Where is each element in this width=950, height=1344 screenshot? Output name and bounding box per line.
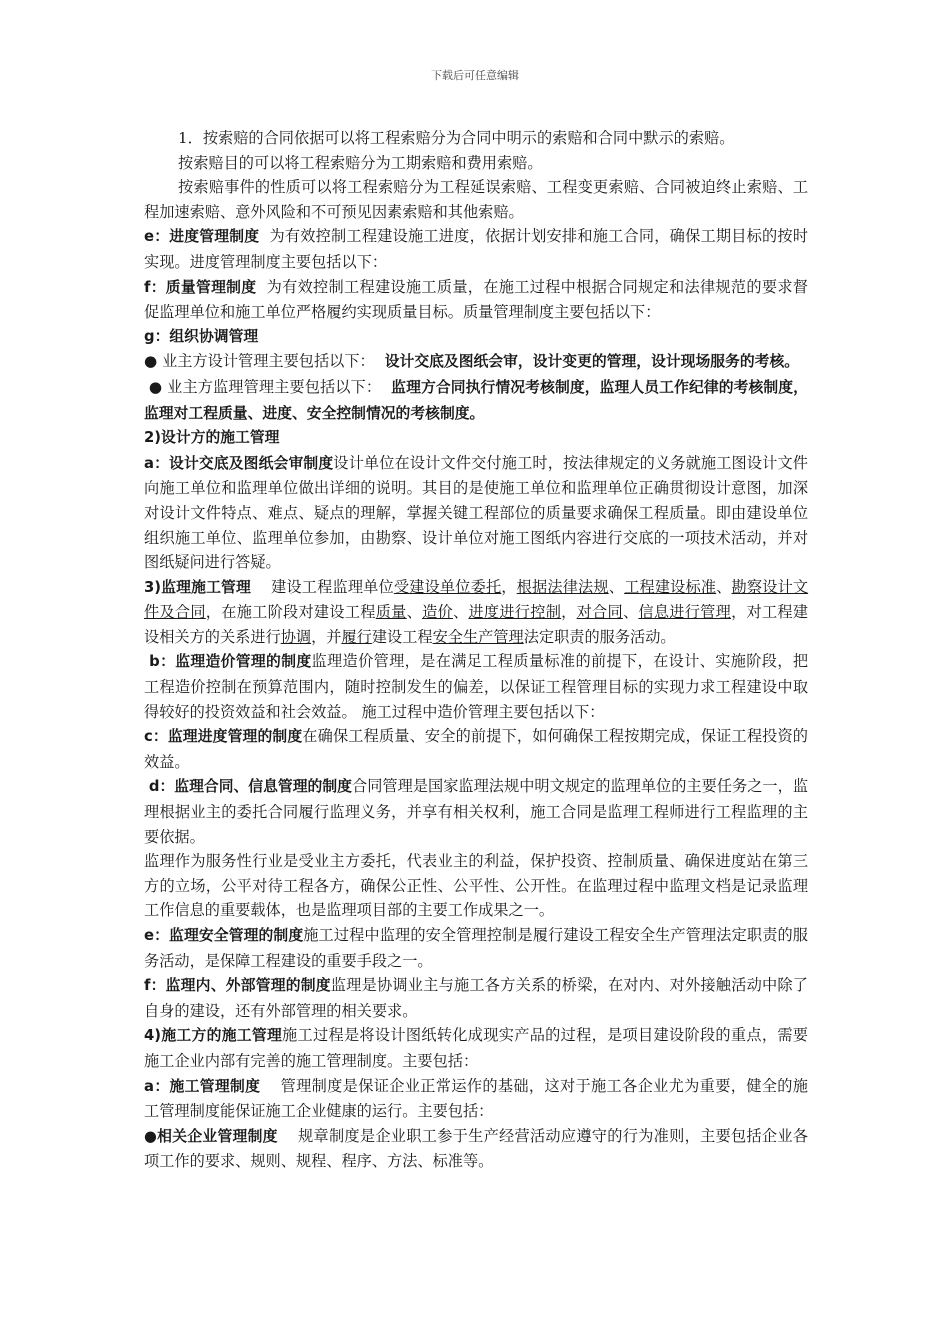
heading-quality-management: f：质量管理制度 xyxy=(144,278,257,296)
bullet-supervision-items: 监理方合同执行情况考核制度，监理人员工作纪律的考核制度，监理对工程质量、进度、安全控制情况的考核制度。 xyxy=(144,378,808,422)
text-enterprise-rules: 规章制度是企业职工参于生产经营活动应遵守的行为准则，主要包括企业各项工作的要求、规则、规程、程序、方法、标准等。 xyxy=(144,1126,809,1171)
paragraph-schedule-management xyxy=(144,724,808,774)
bullet-enterprise-rules xyxy=(144,1124,808,1174)
page-header: 下载后可任意编辑 xyxy=(431,69,519,82)
paragraph-internal-external-management xyxy=(144,973,808,1023)
paragraph-supervision-service: 监理作为服务性行业是受业主方委托，代表业主的利益，保护投资、控制质量、确保进度站在第三方的立场，公平对待工程各方，确保公正性、公平性、公开性。在监理过程中监理文档是记录监理工作信息的重要载体，也是监理项目部的主要工作成果之一。 xyxy=(144,852,808,920)
heading-designer-management: 2)设计方的施工管理 xyxy=(144,429,280,447)
heading-internal-external-management: f：监理内、外部管理的制度 xyxy=(144,977,331,995)
text-safety-management: 施工过程中监理的安全管理控制是履行建设工程安全生产管理法定职责的服务活动，是保障工程建设的重要手段之一。 xyxy=(144,926,808,970)
text-segment: 、 xyxy=(406,603,423,622)
heading-cost-management: b：监理造价管理的制度 xyxy=(149,653,312,671)
text-segment: ， xyxy=(501,577,517,596)
paragraph-safety-management xyxy=(144,923,808,973)
underlined-term: 安全生产管理 xyxy=(432,627,524,646)
underlined-term: 勘察设计文件及合同 xyxy=(144,577,809,622)
text-segment: ，并 xyxy=(311,627,342,646)
paragraph-quality-management xyxy=(144,275,808,325)
underlined-term: 根据法律法规 xyxy=(516,577,609,596)
text-contractor-management: 施工过程是将设计图纸转化成现实产品的过程，是项目建设阶段的重点，需要施工企业内部有完善的施工管理制度。主要包括： xyxy=(144,1026,808,1070)
paragraph-progress-management xyxy=(144,224,808,274)
text-design-disclosure: 设计单位在设计文件交付施工时，按法律规定的义务就施工图设计文件向施工单位和监理单位做出详细的说明。其目的是使施工单位和监理单位正确贯彻设计意图，加深对设计文件特点、难点、疑点的理解，掌握关键工程部位的质量要求确保工程质量。即由建设单位组织施工单位、监理单位参加，由勘察、设计单位对施工图纸内容进行交底的一项技术活动，并对图纸疑问进行答疑。 xyxy=(144,453,808,572)
text-schedule-management: 在确保工程质量、安全的前提下，如何确保工程按期完成，保证工程投资的效益。 xyxy=(144,727,808,771)
bullet-design-management xyxy=(144,349,808,375)
paragraph-claim-by-purpose: 按索赔目的可以将工程索赔分为工期索赔和费用索赔。 xyxy=(178,153,543,172)
text-segment: 建设工程监理单位 xyxy=(270,577,394,596)
paragraph-cost-management xyxy=(144,649,808,724)
document-body xyxy=(144,126,808,1174)
heading-contractor-management: 4)施工方的施工管理 xyxy=(144,1027,283,1045)
text-quality-management: 为有效控制工程建设施工质量，在施工过程中根据合同规定和法律规范的要求督促监理单位和施工单位严格履约实现质量目标。质量管理制度主要包括以下： xyxy=(144,277,808,322)
underlined-term: 履行 xyxy=(341,627,372,646)
text-segment: 、 xyxy=(453,603,469,622)
underlined-term: 对合同 xyxy=(576,603,623,622)
underlined-term: 协调 xyxy=(280,627,312,646)
underlined-term: 造价 xyxy=(422,603,453,622)
paragraph-supervision-construction xyxy=(144,575,808,650)
text-segment: 建设工程 xyxy=(371,627,433,646)
heading-schedule-management: c：监理进度管理的制度 xyxy=(144,728,303,746)
underlined-term: 进度进行控制 xyxy=(468,603,562,622)
heading-progress-management: e：进度管理制度 xyxy=(144,228,260,246)
text-segment: 法定职责的服务活动。 xyxy=(523,627,676,646)
text-cost-management: 监理造价管理，是在满足工程质量标准的前提下，在设计、实施阶段，把工程造价控制在预算范围内，随时控制发生的偏差，以保证工程管理目标的实现力求工程建设中取得较好的投资效益和社会效益。 施工过程中造价管理主要包括以下： xyxy=(144,652,809,721)
heading-design-disclosure: a：设计交底及图纸会审制度 xyxy=(144,454,334,472)
bullet-supervision-label: ● 业主方监理管理主要包括以下： xyxy=(148,377,382,396)
underlined-term: 质量 xyxy=(375,603,407,622)
text-segment: ， xyxy=(561,603,577,622)
text-segment: 、 xyxy=(622,603,639,622)
text-segment: ，对工程建设相关方的关系进行 xyxy=(144,603,809,646)
paragraph-claim-by-event: 按索赔事件的性质可以将工程索赔分为工程延误索赔、工程变更索赔、合同被迫终止索赔、工程加速索赔、意外风险和不可预见因素索赔和其他索赔。 xyxy=(144,178,808,221)
heading-contract-management: d：监理合同、信息管理的制度 xyxy=(148,778,352,796)
paragraph-construction-rules xyxy=(144,1074,808,1124)
paragraph-design-disclosure xyxy=(144,451,808,575)
paragraph-claim-by-contract: 1．按索赔的合同依据可以将工程索赔分为合同中明示的索赔和合同中默示的索赔。 xyxy=(178,129,735,147)
text-segment: 、 xyxy=(608,577,625,596)
heading-safety-management: e：监理安全管理的制度 xyxy=(144,927,304,944)
heading-supervision-construction: 3)监理施工管理 xyxy=(144,578,251,596)
heading-coordination: g：组织协调管理 xyxy=(144,327,259,345)
bullet-design-items: 设计交底及图纸会审，设计变更的管理，设计现场服务的考核。 xyxy=(384,353,800,371)
text-segment: ，在施工阶段对建设工程 xyxy=(205,603,376,622)
text-construction-rules: 管理制度是保证企业正常运作的基础，这对于施工各企业尤为重要，健全的施工管理制度能保证施工企业健康的运行。主要包括： xyxy=(144,1076,808,1121)
underlined-term: 工程建设标准 xyxy=(624,577,717,596)
underlined-term: 信息进行管理 xyxy=(638,603,732,622)
bullet-supervision-management xyxy=(144,375,808,426)
text-progress-management: 为有效控制工程建设施工进度，依据计划安排和施工合同，确保工期目标的按时实现。进度管理制度主要包括以下： xyxy=(144,227,809,271)
text-contract-management: 合同管理是国家监理法规中明文规定的监理单位的主要任务之一，监理根据业主的委托合同履行监理义务，并享有相关权利，施工合同是监理工程师进行工程监理的主要依据。 xyxy=(144,777,809,846)
paragraph-contractor-management xyxy=(144,1023,808,1073)
heading-construction-rules: a：施工管理制度 xyxy=(144,1077,261,1095)
text-internal-external-management: 监理是协调业主与施工各方关系的桥梁，在对内、对外接触活动中除了自身的建设，还有外部管理的相关要求。 xyxy=(144,976,808,1020)
heading-enterprise-rules: ●相关企业管理制度 xyxy=(144,1127,278,1145)
underlined-term: 受建设单位委托 xyxy=(393,577,502,596)
paragraph-contract-management xyxy=(144,774,808,849)
bullet-design-label: ● 业主方设计管理主要包括以下： xyxy=(144,352,375,371)
text-segment: 、 xyxy=(716,577,732,596)
